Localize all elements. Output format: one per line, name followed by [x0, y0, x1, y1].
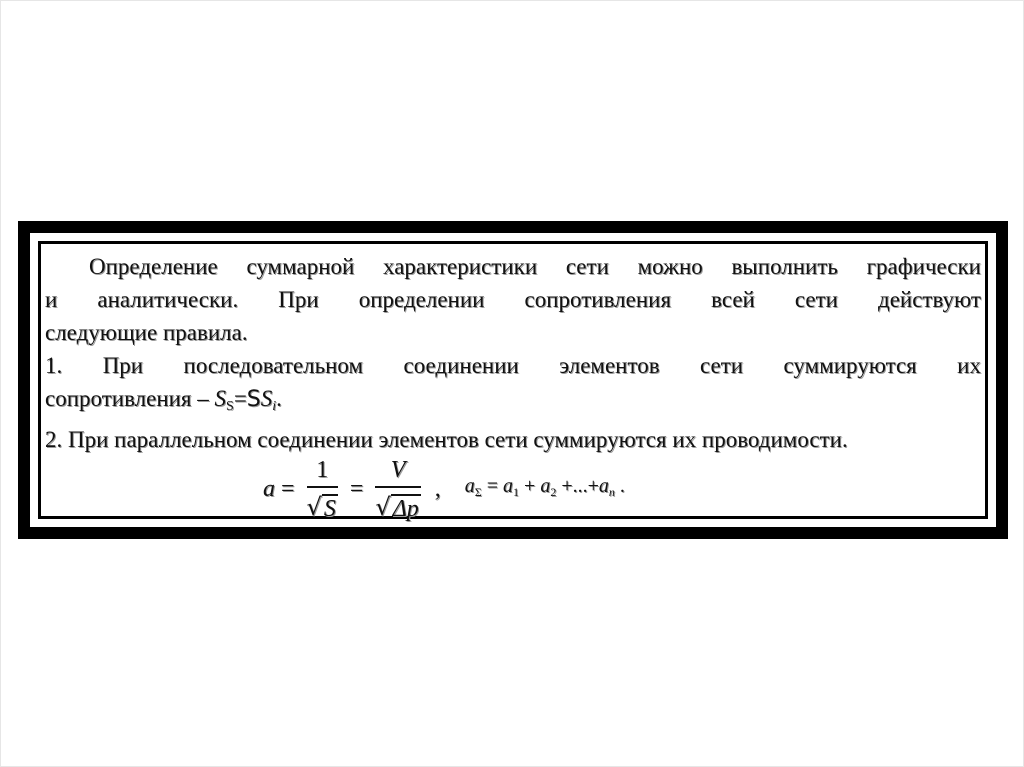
formula-1-equals-2: =	[349, 475, 364, 502]
total-conductance-subscript: Σ	[474, 484, 482, 499]
total-resistance-subscript: S	[226, 399, 234, 414]
frame-gap	[30, 233, 996, 527]
sqrt-sign: √	[306, 493, 322, 521]
rule-1-line-2	[45, 382, 981, 423]
total-conductance-symbol: a	[464, 474, 475, 497]
element-index-subscript: i	[272, 399, 277, 414]
paragraph-1-line-3	[45, 316, 981, 349]
conductance-2-subscript: 2	[550, 484, 557, 499]
sum-sign: S	[246, 387, 261, 412]
conductance-n-subscript: n	[608, 484, 615, 499]
fraction-v-over-sqrt-dp	[375, 456, 420, 522]
conductance-symbol: a	[263, 475, 275, 502]
formula-2-plus-1: +	[524, 474, 536, 497]
rule-1-line-1	[45, 349, 981, 382]
rule-1-period: .	[276, 386, 282, 411]
radicand-s: S	[323, 496, 336, 522]
paragraph-1-line-2	[45, 283, 981, 316]
conductance-n-symbol: a	[598, 474, 609, 497]
formula-row	[263, 452, 625, 526]
paragraph-1-line-1-text: Определение суммарной характеристики сети можно выполнить графически	[89, 254, 981, 279]
formula-1-equals-1: =	[281, 475, 295, 502]
element-resistance-symbol: S	[260, 386, 273, 411]
conductance-1-symbol: a	[503, 474, 514, 497]
total-resistance-symbol: S	[214, 386, 227, 411]
text-frame	[18, 221, 1008, 539]
formula-1-comma: ,	[434, 475, 441, 502]
paragraph-1-line-2-text: и аналитически. При определении сопротивления всей сети действуют	[45, 287, 981, 312]
formula-2-period: .	[619, 474, 625, 497]
formula-2-ellipsis: +...+	[561, 474, 599, 497]
rule-1-equals: =	[233, 386, 247, 411]
fraction-1-denominator	[307, 488, 338, 522]
fraction-2-denominator	[375, 488, 420, 522]
paragraph-1-line-1	[45, 250, 981, 283]
sqrt-sign-2: √	[375, 493, 391, 521]
rule-1-line-1-text: 1. При последовательном соединении элементов сети суммируются их	[45, 353, 981, 378]
conductance-2-symbol: a	[540, 474, 551, 497]
radicand-delta-p: Δp	[392, 496, 419, 522]
fraction-1-over-sqrt-s	[307, 456, 338, 522]
paragraph-1-line-3-text: следующие правила.	[45, 320, 248, 345]
formula-2	[465, 470, 625, 509]
text-box	[38, 241, 988, 522]
rule-2-text: 2. При параллельном соединении элементов сети суммируются их проводимости.	[45, 427, 848, 452]
fraction-2-numerator: V	[390, 457, 406, 483]
fraction-1-numerator: 1	[316, 457, 329, 483]
conductance-1-subscript: 1	[513, 484, 520, 499]
formula-2-equals: =	[486, 474, 499, 497]
rule-1-prefix: сопротивления –	[45, 386, 215, 411]
